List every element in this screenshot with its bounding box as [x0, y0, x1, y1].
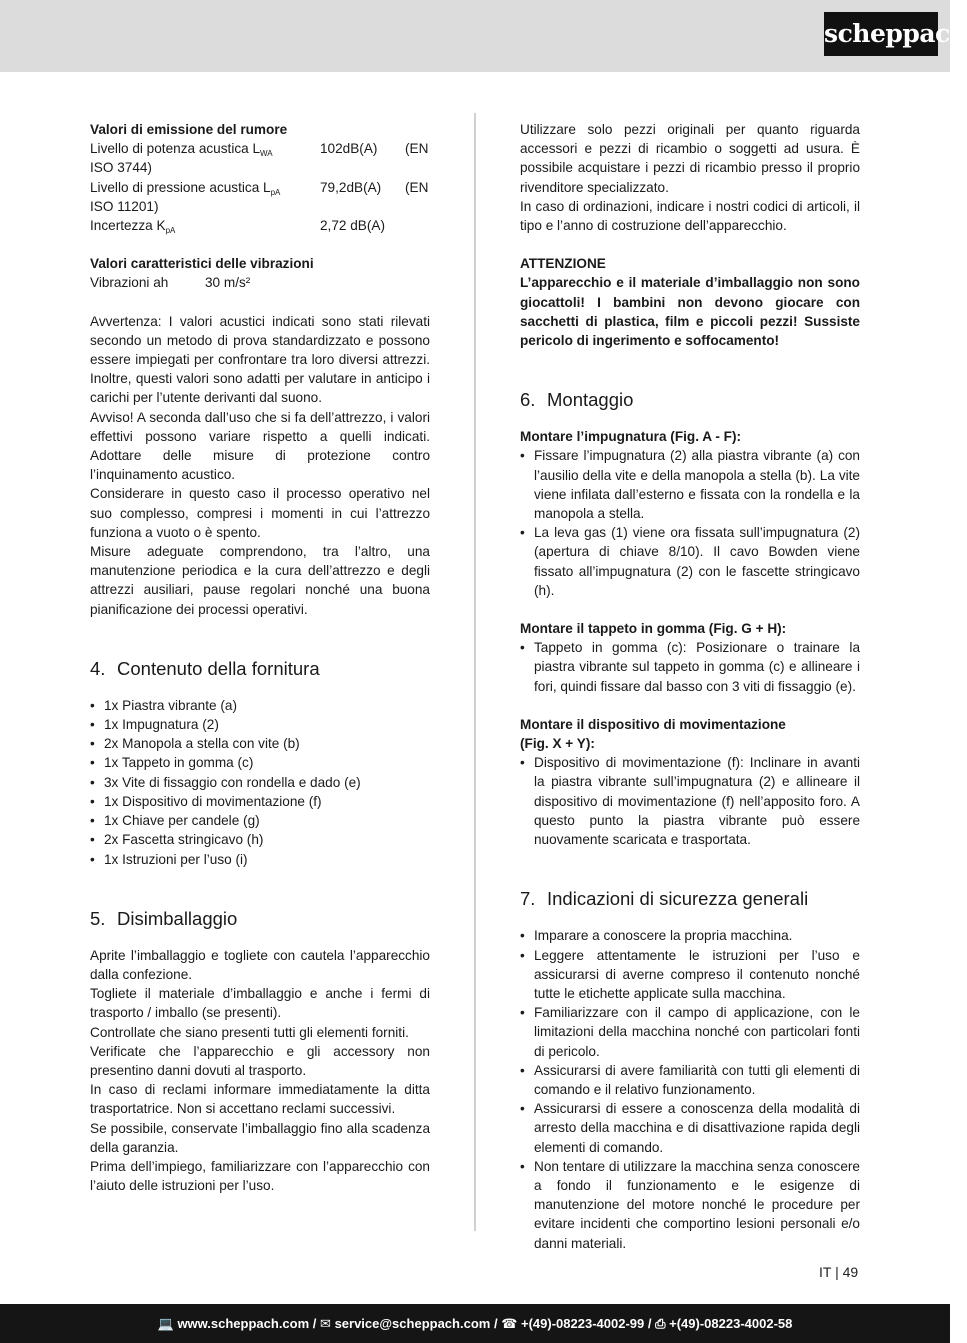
page-number: IT | 49 [819, 1264, 859, 1280]
section-heading: 5. Disimballaggio [90, 907, 238, 929]
list-item: • 1x Tappeto in gomma (c) [90, 753, 430, 772]
section-heading: 7. Indicazioni di sicurezza generali [520, 888, 809, 910]
noise-row: Incertezza $K_{pA}$ 2,72 dB(A) [90, 216, 430, 235]
subheading: Montare il tappeto in gomma (Fig. G + H): [520, 621, 787, 637]
paragraph: In caso di ordinazioni, indicare i nostri codici di articoli, il tipo e l’anno di costruzione dell’apparecchio. [520, 198, 860, 234]
paragraph: Avvertenza: I valori acustici indicati sono stati rilevati secondo un metodo di prova standardizzato e possono essere impiegati per confrontare tra loro diversi attrezzi. Inoltre, questi valori sono adatti per valutare in anticipo i carichi per l’utente derivanti dal suono. [90, 313, 430, 406]
subheading: Montare l’impugnatura (Fig. A - F): [520, 429, 742, 445]
paragraph: Aprite l’imballaggio e togliete con cautela l’apparecchio dalla confezione. [90, 947, 430, 982]
list-item: • 2x Fascetta stringicavo (h) [90, 830, 430, 849]
phone-icon: ☎ [501, 1316, 518, 1331]
list-item: • Fissare l’impugnatura (2) alla piastra vibrante (a) con l’ausilio della vite e della manopola a stella (b). La vite viene infilata dall’esterno e fissata con la rondella e la manopola a stella. [520, 446, 860, 523]
list-item: • 1x Chiave per candele (g) [90, 811, 430, 830]
section-heading: 6. Montaggio [520, 389, 634, 411]
paragraph: Misure adeguate comprendono, tra l’altro, una manutenzione periodica e la cura dell’attrezzo e degli attrezzi ausiliari, pause regolari nonché una buona pianificazione dei processi operativi. [90, 544, 430, 617]
paragraph: Avviso! A seconda dall’uso che si fa dell’attrezzo, i valori effettivi possono variare rispetto a quelli indicati. Adottare delle misure di protezione contro l’inquinamento acustico. [90, 409, 430, 483]
subheading: (Fig. X + Y): [520, 736, 595, 752]
noise-row: Livello di pressione acustica $L_{pA}$ 79,2dB(A) (EN [90, 179, 429, 197]
list-item: • Assicurarsi di essere a conoscenza della modalità di arresto della macchina e di disattivazione rapida degli elementi di comando. [520, 1099, 860, 1157]
list-item: • La leva gas (1) viene ora fissata sull’impugnatura (2) (apertura di chiave 8/10). Il cavo Bowden viene fissato all’impugnatura (2) con le fascette stringicavo (h). [520, 523, 860, 600]
attention-title: ATTENZIONE [520, 256, 606, 272]
list-item: • 1x Impugnatura (2) [90, 715, 430, 734]
list-item: • Imparare a conoscere la propria macchina. [520, 926, 860, 945]
paragraph: Considerare in questo caso il processo operativo nel suo complesso, compresi i momenti in cui l’attrezzo funziona a vuoto o è spento. [90, 486, 430, 540]
left-column: Valori di emissione del rumore Livello di potenza acustica $L_{WA}$ 102dB(A) (EN ISO 3744) Livello di pressione acustica $L_{pA}$ 79,2dB(A) (EN ISO 11201) Incertezza $K_{pA}$ 2,72 dB(A) Valori caratteristici delle vibrazioni Vibrazioni ah 30 m/s² Avvertenza: I valori acustici indicati sono stati rilevati secondo un metodo di prova standardizzato e possono essere impiegati per confrontare tra loro diversi attrezzi. Inoltre, questi valori sono adatti per valutare in anticipo i carichi per l’utente derivanti dal suono. Avviso! A seconda dall’uso che si fa dell’attrezzo, i valori effettivi possono variare rispetto a quelli indicati. Adottare delle misure di protezione contro l’inquinamento acustico. Considerare in questo caso il processo operativo nel suo complesso, compresi i momenti in cui l’attrezzo funziona a vuoto o è spento. Misure adeguate comprendono, tra l’altro, una manutenzione periodica e la cura dell’attrezzo e degli attrezzi ausiliari, pause regolari nonché una buona pianificazione dei processi operativi. 4. Contenuto della fornitura • 1x Piastra vibrante (a) • 1x Impugnatura (2) • 2x Manopola a stella con vite (b) • 1x Tappeto in gomma (c) • 3x Vite di fissaggio con rondella e dado (e) • 1x Dispositivo di movimentazione (f) • 1x Chiave per candele (g) • 2x Fascetta stringicavo (h) • 1x Istruzioni per l’uso (i) 5. Disimballaggio Aprite l’imballaggio e togliete con cautela l’apparecchio dalla confezione. Togliete il materiale d’imballaggio e anche i fermi di trasporto / imballo (se presenti). Controllate che siano presenti tutti gli elementi forniti. Verificate che l’apparecchio e gli accessory non presentino danni dovuti al trasporto. In caso di reclami informare immediatamente la ditta trasportatrice. Non si accettano reclami successivi. Se possibile, conservate l’imballaggio fino alla scadenza della garanzia. Prima dell’impiego, familiarizzare con l’apparecchio con l’aiuto delle istruzioni per l’uso. [90, 120, 430, 1195]
assembly-list [520, 638, 860, 696]
list-item: • 1x Istruzioni per l’uso (i) [90, 850, 430, 869]
list-item: • Assicurarsi di avere familiarità con tutti gli elementi di comando e il relativo funzionamento. [520, 1061, 860, 1099]
scheppach-logo: scheppach [824, 12, 938, 56]
noise-value: 102dB(A) [320, 141, 378, 157]
paragraph: Togliete il materiale d’imballaggio e anche i fermi di trasporto / imballo (se presenti). [90, 986, 430, 1021]
fax-number: +(49)-08223-4002-58 [669, 1316, 793, 1331]
right-column [520, 120, 860, 1253]
paragraph: Verificate che l’apparecchio e gli accessory non presentino danni dovuti al trasporto. [90, 1043, 430, 1078]
paragraph: In caso di reclami informare immediatamente la ditta trasportatrice. Non si accettano reclami successivi. [90, 1082, 430, 1117]
list-item: • 3x Vite di fissaggio con rondella e dado (e) [90, 773, 430, 792]
list-item: • Non tentare di utilizzare la macchina senza conoscere a fondo il funzionamento e le esigenze di manutenzione del motore nonché le procedure per evitare incidenti che comportino lesioni personali e/o danni materiali. [520, 1157, 860, 1253]
column-divider [474, 113, 476, 1231]
website-link[interactable]: www.scheppach.com [177, 1316, 310, 1331]
noise-value: 2,72 dB(A) [320, 218, 385, 234]
assembly-list [520, 753, 860, 849]
noise-value: 79,2dB(A) [320, 179, 382, 195]
fax-icon: ⎙ [655, 1316, 666, 1331]
list-item: • 1x Piastra vibrante (a) [90, 696, 430, 715]
computer-icon: 💻 [157, 1316, 174, 1331]
list-item: • 1x Dispositivo di movimentazione (f) [90, 792, 430, 811]
vibration-title: Valori caratteristici delle vibrazioni [90, 256, 314, 272]
noise-title: Valori di emissione del rumore [90, 122, 288, 137]
paragraph: Controllate che siano presenti tutti gli elementi forniti. [90, 1024, 409, 1040]
attention-text: L’apparecchio e il materiale d’imballaggio non sono giocattoli! I bambini non devono giocare con sacchetti di plastica, film e piccoli pezzi! Sussiste pericolo di ingerimento e soffocamento! [520, 275, 860, 349]
list-item: • Tappeto in gomma (c): Posizionare o trainare la piastra vibrante sul tappeto in gomma (c) e allineare i fori, quindi fissare dal basso con 3 viti di fissaggio (e). [520, 638, 860, 696]
header-bar [0, 0, 967, 72]
list-item: • Leggere attentamente le istruzioni per l’uso e assicurarsi di averne compreso il contenuto nonché tutte le etichette applicate sulla macchina. [520, 946, 860, 1004]
list-item: • Familiarizzare con il campo di applicazione, con le limitazioni della macchina nonché con particolari fonti di pericolo. [520, 1003, 860, 1061]
delivery-list [90, 696, 430, 869]
subheading: Montare il dispositivo di movimentazione [520, 716, 786, 732]
paragraph: Utilizzare solo pezzi originali per quanto riguarda accessori e pezzi di ricambio o soggetti ad usura. È possibile acquistare i pezzi di ricambio presso il proprio rivenditore specializzato. [520, 122, 860, 195]
list-item: • Dispositivo di movimentazione (f): Inclinare in avanti la piastra vibrante sull’impugnatura (2) e allineare il dispositivo di movimentazione (f) nell’apposito foro. A questo punto la piastra vibrante può essere nuovamente scaricata e trasportata. [520, 753, 860, 849]
safety-list [520, 926, 860, 1252]
phone-number: +(49)-08223-4002-99 [521, 1316, 645, 1331]
noise-row: Livello di potenza acustica $L_{WA}$ 102dB(A) (EN [90, 141, 429, 159]
footer-bar: 💻 www.scheppach.com / ✉ service@scheppach.com / ☎ +(49)-08223-4002-99 / ⎙ +(49)-08223-4002-58 [0, 1304, 950, 1343]
assembly-list [520, 446, 860, 600]
paragraph: Se possibile, conservate l’imballaggio fino alla scadenza della garanzia. [90, 1120, 430, 1155]
list-item: • 2x Manopola a stella con vite (b) [90, 734, 430, 753]
envelope-icon: ✉ [320, 1316, 331, 1331]
vibration-row: Vibrazioni ah 30 m/s² [90, 275, 251, 291]
email-link[interactable]: service@scheppach.com [334, 1316, 491, 1331]
paragraph: Prima dell’impiego, familiarizzare con l’apparecchio con l’aiuto delle istruzioni per l’uso. [90, 1158, 430, 1194]
section-heading: 4. Contenuto della fornitura [90, 657, 320, 679]
